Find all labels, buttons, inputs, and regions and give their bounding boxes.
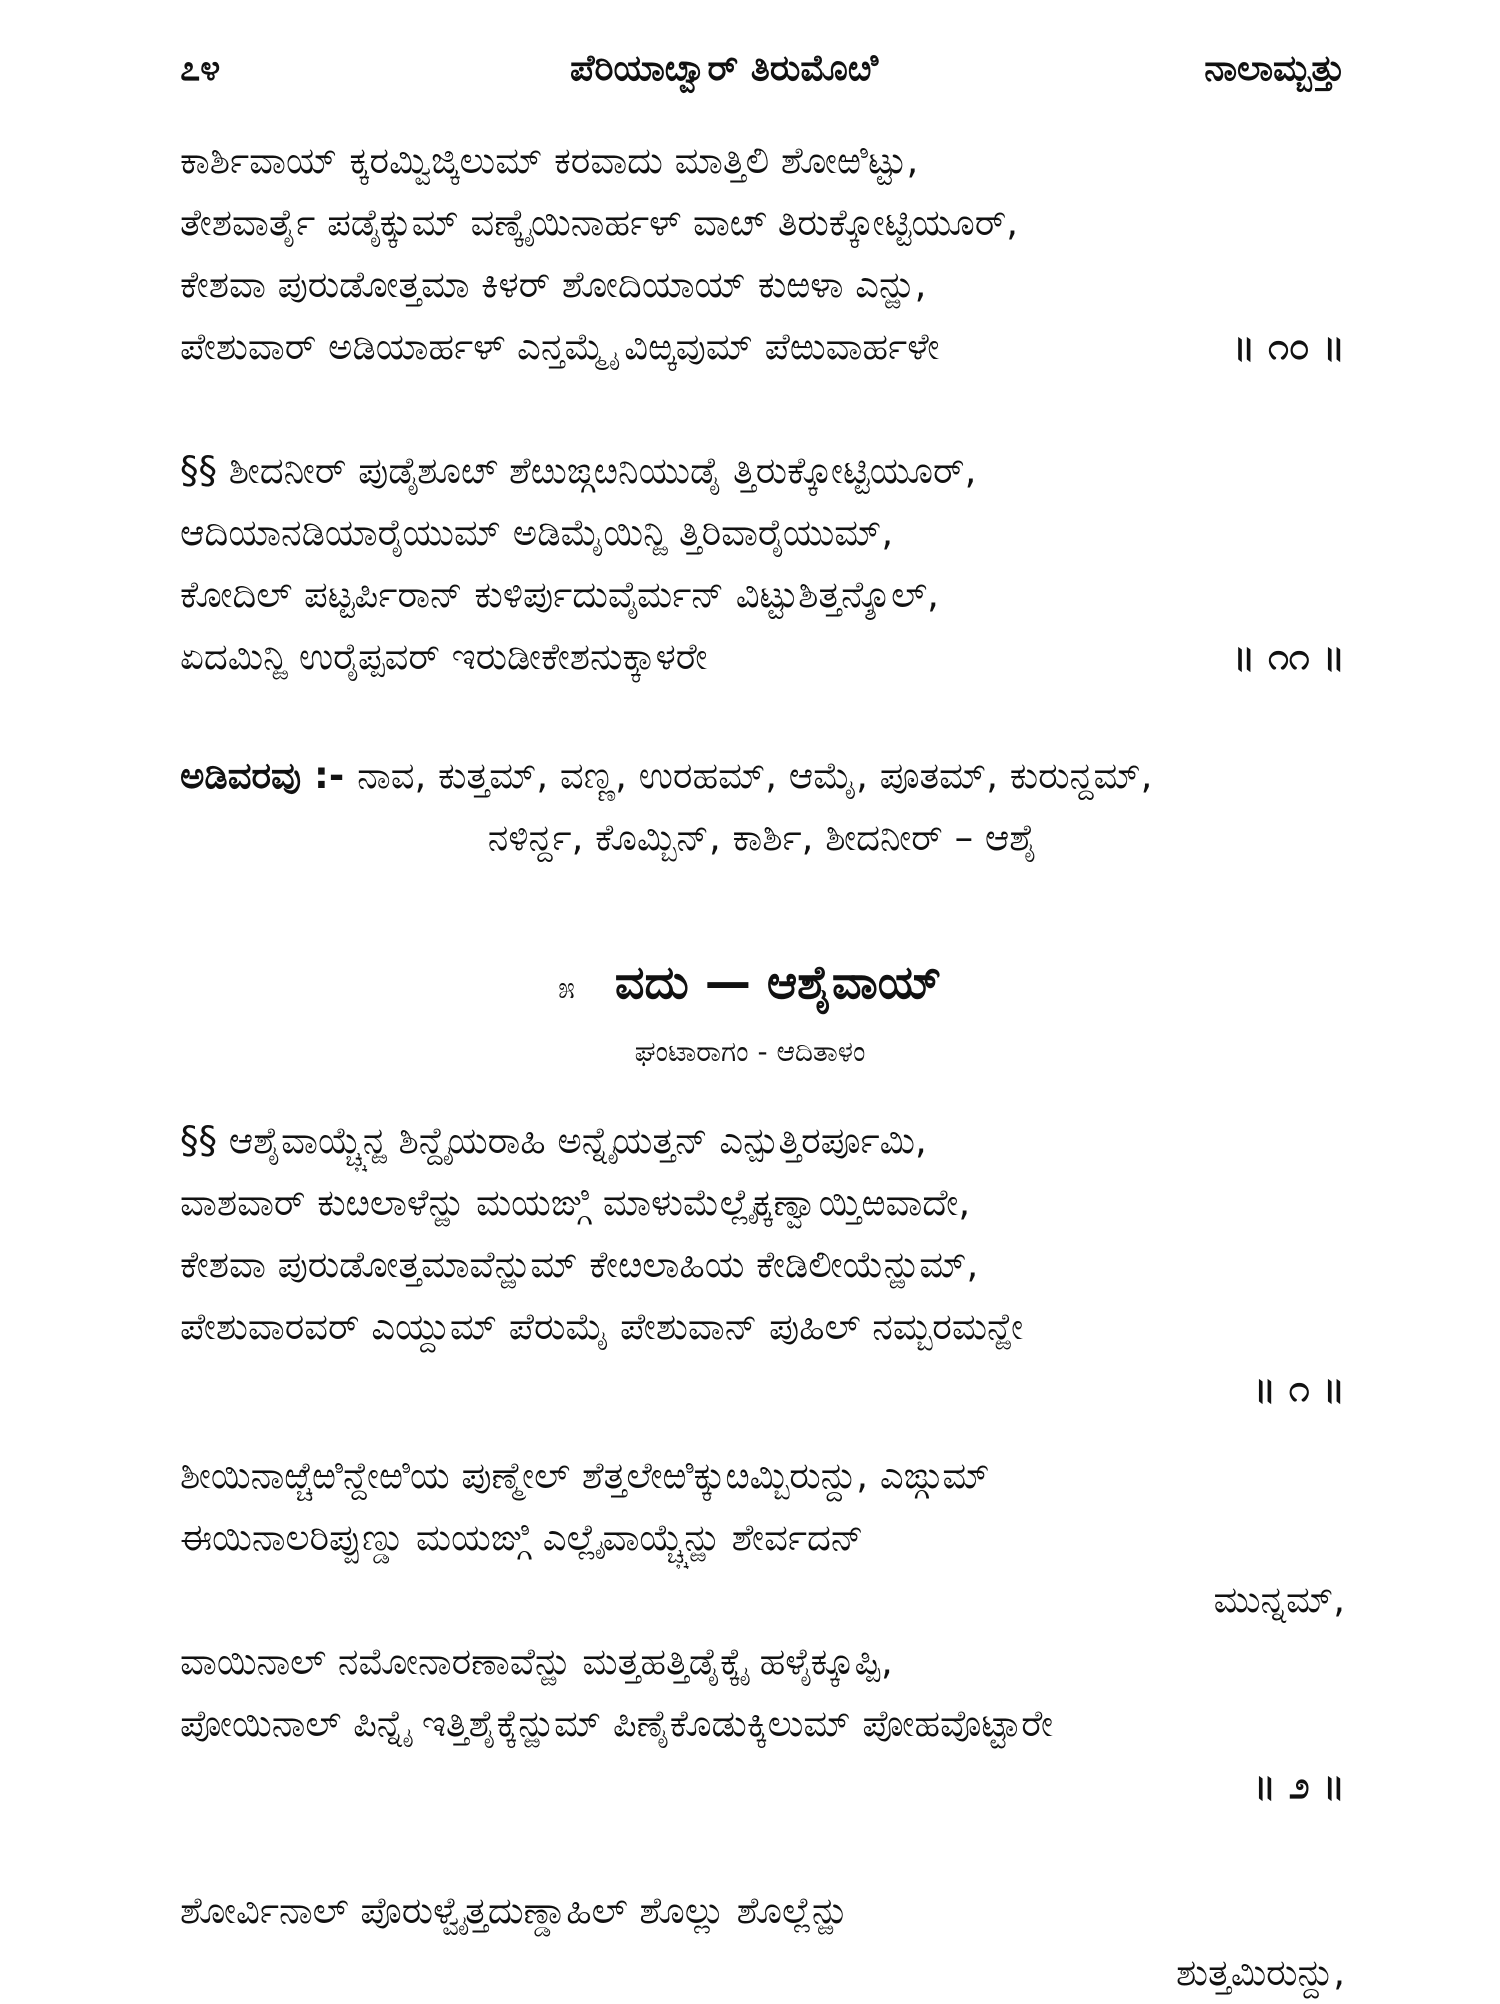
adivaravu-label: ಅಡಿವರವು :- [180,754,345,797]
section-heading [0,955,1500,1011]
verse-line: ಪೋಯಿನಾಲ್ ಪಿನ್ನೈ ಇತ್ತಿಶೈಕ್ಕೆನ್ಱುಮ್ ಪಿಣೈಕೊಡುಕ್ಕಿಲುಮ್ ಪೋಹವೊಟ್ಟಾರೇ [180,1702,1053,1745]
section-marker: ೫ [558,971,575,1006]
verse-line: ತೇಶವಾರ್ತೈ ಪಡೈಕ್ಕುಮ್ ವಣ್ಕೈಯಿನಾರ್ಹಳ್ ವಾೞ್ ತಿರುಕ್ಕೋಟ್ಟಿಯೂರ್, [180,201,1019,244]
adivaravu-items: ನಾವ, ಕುತ್ತಮ್, ವಣ್ಣ, ಉರಹಮ್, ಆಮೈ, ಪೂತಮ್, ಕುರುನ್ದಮ್, [357,754,1153,797]
running-title: ಪೆರಿಯಾೞ್ವಾರ್ ತಿರುಮೊೞಿ [570,48,879,89]
verse-line: ಪೇಶುವಾರವರ್ ಎಯ್ದುಮ್ ಪೆರುಮೈ ಪೇಶುವಾನ್ ಪುಹಿಲ್ ನಮ್ಬರಮನ್ಱೇ [180,1305,1024,1348]
verse-line-continued: ಮುನ್ನಮ್, [1213,1578,1345,1621]
adivaravu-items-continued: ನಳಿರ್ನ್ದ, ಕೊಮ್ಬಿನ್, ಕಾರ್ಶಿ, ಶೀದನೀರ್ – ಆಶೈ [487,816,1038,859]
verse-line: ಕೇಶವಾ ಪುರುಡೋತ್ತಮಾ ಕಿಳರ್ ಶೋದಿಯಾಯ್ ಕುಱಳಾ ಎನ್ಱು, [180,263,927,306]
stanza-3 [180,1880,1345,2004]
verse-line: §§ ಶೀದನೀರ್ ಪುಡೈಶೂೞ್ ಶೆೞುಙ್ಗೞನಿಯುಡೈ ತ್ತಿರುಕ್ಕೋಟ್ಟಿಯೂರ್, [180,449,977,492]
verse-line: ಕಾರ್ಶಿವಾಯ್ ಕ್ಕರಮ್ವಿಜ್ಕಿಲುಮ್ ಕರವಾದು ಮಾತ್ತಿಲಿ ಶೋಱಿಟ್ಟು, [180,139,919,182]
verse-number: ॥ ೧೦ ॥ [1232,325,1345,368]
verse-line: ವಾಯಿನಾಲ್ ನಮೋನಾರಣಾವೆನ್ಱು ಮತ್ತಹತ್ತಿಡೈಕ್ಕೈ ಹಳೈಕ್ಕೂಪ್ಪಿ, [180,1640,893,1683]
verse-line-text: ಪೇಶುವಾರ್ ಅಡಿಯಾರ್ಹಳ್ ಎನ್ತಮ್ಮೈ ವಿಱ್ಕವುಮ್ ಪೆಱುವಾರ್ಹಳೇ [180,325,940,368]
verse-line: §§ ಆಶೈವಾಯ್ಚ್ಚೆನ್ಱ ಶಿನ್ದೈಯರಾಹಿ ಅನ್ನೈಯತ್ತನ್ ಎನ್ಪುತ್ತಿರರ್ಪೂಮಿ, [180,1119,927,1162]
verse-line: ಈಯಿನಾಲರಿಪ್ಪುಣ್ಡು ಮಯಙ್ಗಿ ಎಲ್ಲೈವಾಯ್ಚ್ಚೆನ್ಱು ಶೇರ್ವದನ್ [180,1516,864,1559]
adivaravu-block [180,745,1345,869]
raga-subtitle: ಘಂಟಾರಾಗಂ - ಆದಿತಾಳಂ [634,1035,866,1068]
stanza-1 [180,1110,1345,1420]
stanza-2 [180,1445,1345,1817]
verse-line-with-number [180,316,1345,378]
page-header [180,48,1345,108]
stanza-10 [180,130,1345,378]
verse-line: ಆದಿಯಾನಡಿಯಾರೈಯುಮ್ ಅಡಿಮೈಯಿನ್ಱಿ ತ್ತಿರಿವಾರೈಯುಮ್, [180,511,894,554]
verse-line: ಕೇಶವಾ ಪುರುಡೋತ್ತಮಾವೆನ್ಱುಮ್ ಕೇೞಲಾಹಿಯ ಕೇಡಿಲೀಯೆನ್ಱುಮ್, [180,1243,979,1286]
adivaravu-line [180,745,1345,807]
verse-line-with-number [180,626,1345,688]
running-section: ನಾಲಾಮ್ಬತ್ತು [1204,48,1345,89]
page-number: ೭೪ [180,48,221,89]
verse-number-text: ॥ ೨ ॥ [1253,1764,1345,1807]
verse-number [180,1358,1345,1420]
verse-number [180,1755,1345,1817]
verse-line: ಕೋದಿಲ್ ಪಟ್ಟರ್ಪಿರಾನ್ ಕುಳಿರ್ಪುದುವೈರ್ಮನ್ ವಿಟ್ಟುಶಿತ್ತನ್ಶೊಲ್, [180,573,939,616]
verse-number: ॥ ೧೧ ॥ [1232,635,1345,678]
verse-line-continued: ಶುತ್ತಮಿರುನ್ದು, [1176,1951,1345,1994]
verse-line: ಶೀಯಿನಾಱ್ಚೆಱಿನ್ದೇಱಿಯ ಪುಣ್ಮೇಲ್ ಶೆತ್ತಲೇಱಿಕ್ಕುೞಮ್ಬಿರುನ್ದು, ಎಙ್ಗುಮ್ [180,1454,990,1497]
verse-number-text: ॥ ೧ ॥ [1253,1367,1345,1410]
verse-line: ವಾಶವಾರ್ ಕುೞಲಾಳೆನ್ಱು ಮಯಙ್ಗಿ ಮಾಳುಮೆಲ್ಲೈಕ್ಕಣ್ವಾಯ್ತಿಱವಾದೇ, [180,1181,971,1224]
stanza-11 [180,440,1345,688]
verse-line-text: ಏದಮಿನ್ಱಿ ಉರೈಪ್ಪವರ್ ಇರುಡೀಕೇಶನುಕ್ಕಾಳರೇ [180,635,708,678]
section-title-text: ವದು — ಆಶೈವಾಯ್ [614,955,942,1009]
verse-line: ಶೋರ್ವಿನಾಲ್ ಪೊರುಳ್ವೈತ್ತದುಣ್ಡಾಹಿಲ್ ಶೊಲ್ಲು ಶೊಲ್ಲೆನ್ಱು [180,1889,848,1932]
